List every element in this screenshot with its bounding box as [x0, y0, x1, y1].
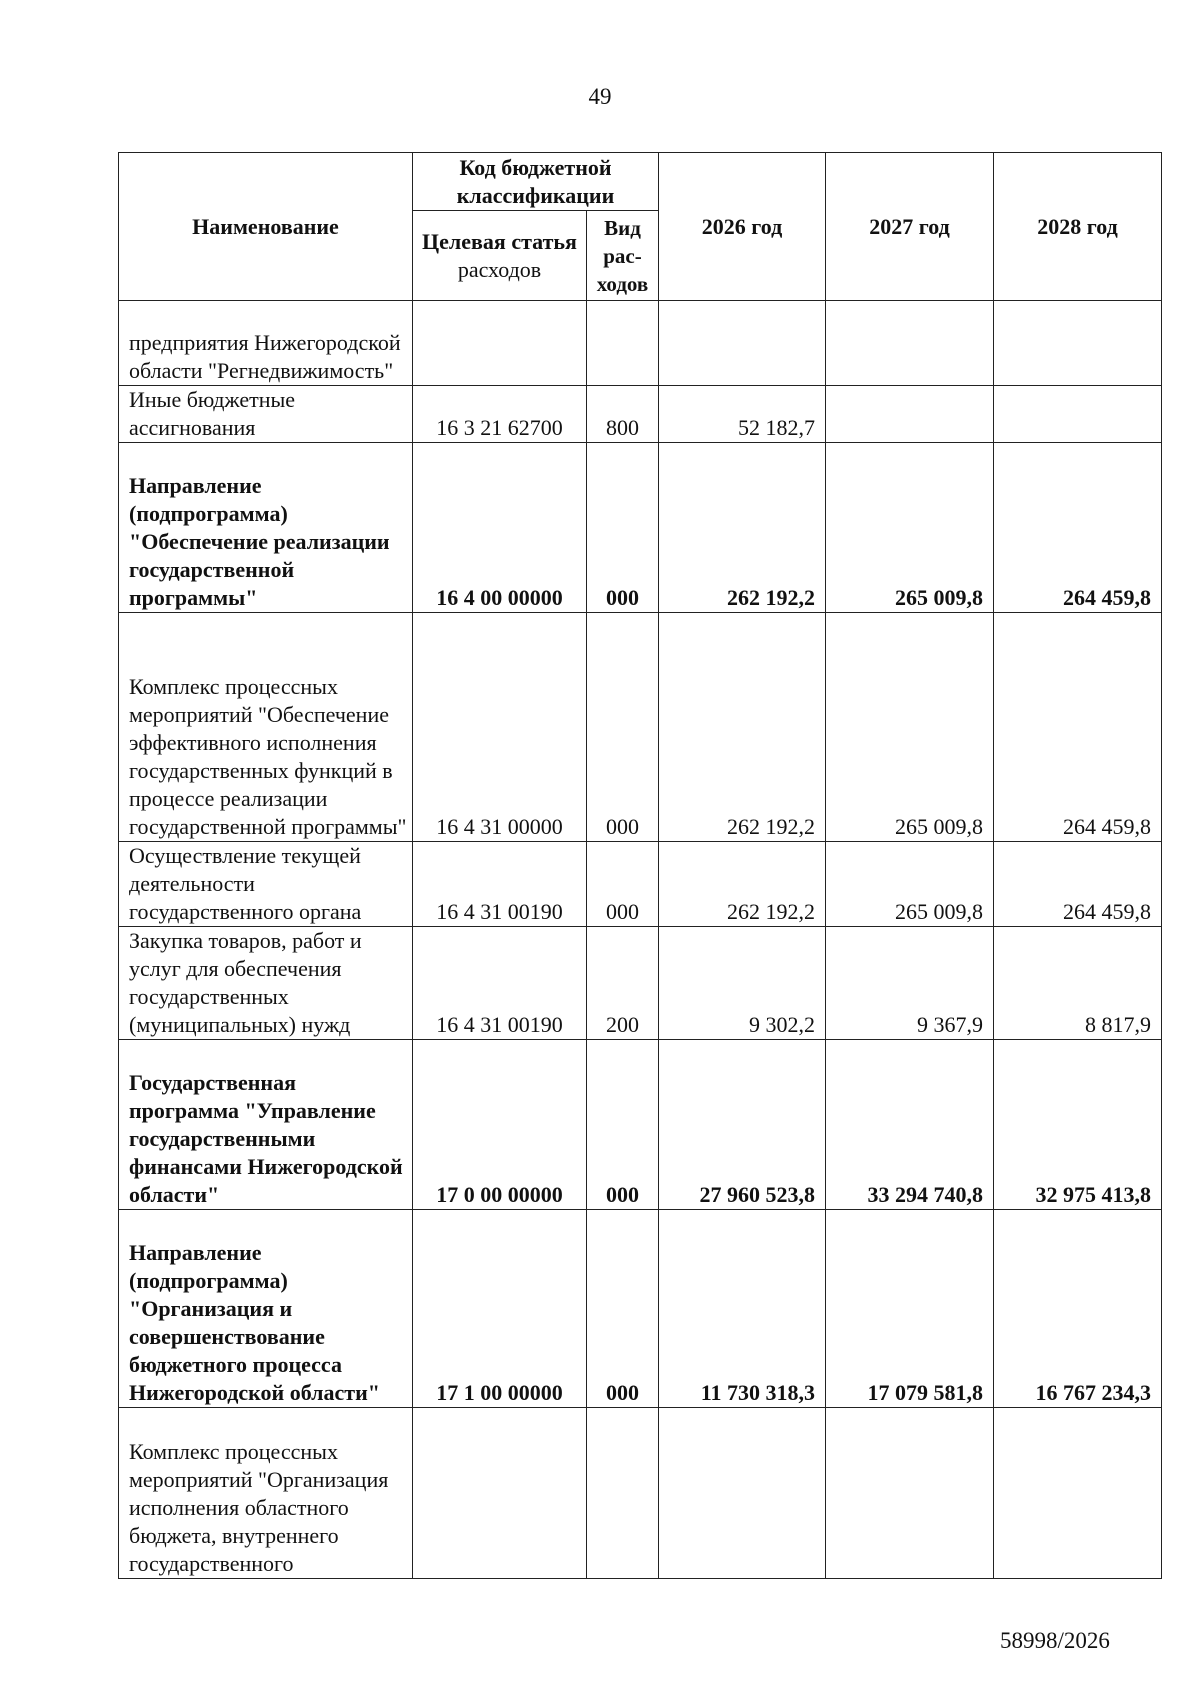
row-target-article	[413, 1408, 587, 1579]
header-name: Наименование	[119, 153, 413, 301]
table-row	[119, 1040, 1162, 1210]
row-value-2027	[826, 1408, 994, 1579]
header-2026: 2026 год	[659, 153, 826, 301]
header-code-group: Код бюджетной классификации	[413, 153, 659, 211]
row-value-2028: 32 975 413,8	[994, 1040, 1162, 1210]
row-kind: 800	[587, 386, 659, 443]
table-row	[119, 301, 1162, 386]
row-target-article	[413, 301, 587, 386]
row-kind: 000	[587, 1040, 659, 1210]
row-name: Комплекс процессных мероприятий "Организация исполнения областного бюджета, внутреннего государственного	[119, 1408, 413, 1579]
table-row	[119, 842, 1162, 927]
row-target-article: 17 0 00 00000	[413, 1040, 587, 1210]
table-row	[119, 386, 1162, 443]
row-value-2026: 9 302,2	[659, 927, 826, 1040]
budget-table	[118, 152, 1162, 1579]
row-value-2026: 262 192,2	[659, 842, 826, 927]
row-value-2027: 265 009,8	[826, 613, 994, 842]
row-value-2028: 264 459,8	[994, 842, 1162, 927]
row-target-article: 17 1 00 00000	[413, 1210, 587, 1408]
row-value-2026	[659, 1408, 826, 1579]
row-name: Закупка товаров, работ и услуг для обеспечения государственных (муниципальных) нужд	[119, 927, 413, 1040]
row-value-2027: 265 009,8	[826, 842, 994, 927]
document-id: 58998/2026	[1000, 1628, 1110, 1653]
row-value-2028: 264 459,8	[994, 613, 1162, 842]
header-2027: 2027 год	[826, 153, 994, 301]
row-value-2028	[994, 1408, 1162, 1579]
row-kind	[587, 1408, 659, 1579]
row-name: Осуществление текущей деятельности государственного органа	[119, 842, 413, 927]
row-value-2028: 264 459,8	[994, 443, 1162, 613]
row-value-2026: 27 960 523,8	[659, 1040, 826, 1210]
table-body	[119, 301, 1162, 1579]
header-2028: 2028 год	[994, 153, 1162, 301]
row-value-2027: 17 079 581,8	[826, 1210, 994, 1408]
row-name: Государственная программа "Управление государственными финансами Нижегородской области"	[119, 1040, 413, 1210]
row-target-article: 16 4 31 00190	[413, 927, 587, 1040]
row-value-2026: 262 192,2	[659, 443, 826, 613]
table-row	[119, 613, 1162, 842]
row-value-2027	[826, 301, 994, 386]
row-target-article: 16 4 31 00000	[413, 613, 587, 842]
row-value-2027: 33 294 740,8	[826, 1040, 994, 1210]
row-value-2028	[994, 386, 1162, 443]
row-kind: 000	[587, 443, 659, 613]
table-row	[119, 1408, 1162, 1579]
row-kind: 200	[587, 927, 659, 1040]
row-name: Направление (подпрограмма) "Обеспечение реализации государственной программы"	[119, 443, 413, 613]
row-value-2027: 9 367,9	[826, 927, 994, 1040]
row-value-2026	[659, 301, 826, 386]
row-kind	[587, 301, 659, 386]
table-row	[119, 927, 1162, 1040]
header-kind: Вид рас-ходов	[587, 211, 659, 301]
row-target-article: 16 3 21 62700	[413, 386, 587, 443]
row-target-article: 16 4 00 00000	[413, 443, 587, 613]
row-target-article: 16 4 31 00190	[413, 842, 587, 927]
row-kind: 000	[587, 1210, 659, 1408]
row-name: Комплекс процессных мероприятий "Обеспечение эффективного исполнения государственных функций в процессе реализации государственной программы"	[119, 613, 413, 842]
row-name: Иные бюджетные ассигнования	[119, 386, 413, 443]
header-row-1	[119, 153, 1162, 211]
row-value-2026: 11 730 318,3	[659, 1210, 826, 1408]
page-number: 49	[588, 84, 612, 109]
row-value-2026: 52 182,7	[659, 386, 826, 443]
header-target-article	[413, 211, 587, 301]
row-value-2026: 262 192,2	[659, 613, 826, 842]
table-row	[119, 443, 1162, 613]
row-value-2027	[826, 386, 994, 443]
row-kind: 000	[587, 613, 659, 842]
header-target-line2: расходов	[457, 256, 542, 282]
table-row	[119, 1210, 1162, 1408]
row-kind: 000	[587, 842, 659, 927]
row-name: Направление (подпрограмма) "Организация и совершенствование бюджетного процесса Нижегородской области"	[119, 1210, 413, 1408]
row-name: предприятия Нижегородской области "Регнедвижимость"	[119, 301, 413, 386]
row-value-2028: 8 817,9	[994, 927, 1162, 1040]
row-value-2027: 265 009,8	[826, 443, 994, 613]
row-value-2028	[994, 301, 1162, 386]
row-value-2028: 16 767 234,3	[994, 1210, 1162, 1408]
header-target-line1: Целевая статья	[422, 228, 577, 254]
